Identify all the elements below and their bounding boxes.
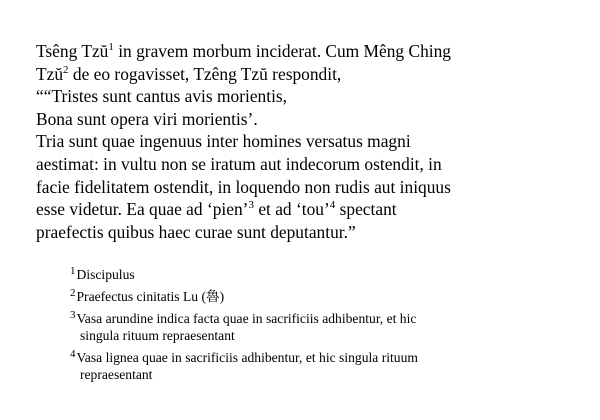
text-line-3: ““Tristes sunt cantus avis morientis,: [36, 86, 288, 107]
footnote-ref-3: 3: [248, 199, 254, 212]
text-line-2: [36, 63, 576, 86]
text-line-6: aestimat: in vultu non se iratum aut indecorum ostendit, in: [36, 153, 442, 174]
footnote-2: [70, 288, 580, 305]
footnote-4: [70, 349, 580, 383]
text-line-8: [36, 198, 576, 221]
footnote-continuation: singula rituum repraesentant: [80, 328, 235, 343]
footnote-number: 3: [70, 309, 76, 321]
text-segment: de eo rogavisset, Tzêng Tzŭ respondit,: [68, 63, 342, 84]
text-line-9: praefectis quibus haec curae sunt deputantur.”: [36, 221, 356, 242]
footnote-ref-2: 2: [63, 63, 69, 76]
text-segment: spectant: [335, 199, 397, 220]
text-segment: Tsêng Tzŭ: [36, 41, 109, 61]
text-line-1: [36, 40, 576, 63]
text-line-7: facie fidelitatem ostendit, in loquendo non rudis aut iniquus: [36, 176, 451, 197]
text-segment: in gravem morbum inciderat. Cum Mêng Ching: [113, 41, 451, 61]
footnote-text: Vasa arundine indica facta quae in sacrificiis adhibentur, et hic: [76, 311, 417, 326]
footnote-3: [70, 310, 580, 344]
text-segment: et ad ‘tou’: [253, 199, 330, 220]
text-segment: esse videtur. Ea quae ad ‘pien’: [36, 199, 249, 220]
text-line-5: Tria sunt quae ingenuus inter homines versatus magni: [36, 131, 411, 152]
footnote-number: 2: [70, 287, 76, 299]
footnote-ref-4: 4: [329, 199, 336, 212]
footnote-1: [70, 266, 580, 283]
footnote-text: Vasa lignea quae in sacrificiis adhibentur, et hic singula rituum: [76, 350, 418, 365]
footnote-text: Discipulus: [76, 267, 135, 282]
footnote-continuation: repraesentant: [80, 367, 153, 382]
footnote-number: 1: [70, 265, 76, 277]
text-segment: Tzŭ: [36, 63, 64, 84]
footnotes: [70, 266, 580, 388]
main-paragraph: [36, 40, 576, 243]
footnote-ref-1: 1: [108, 41, 114, 53]
footnote-text: Praefectus cinitatis Lu (魯): [76, 289, 225, 304]
text-line-4: Bona sunt opera viri morientis’.: [36, 108, 258, 129]
footnote-number: 4: [70, 348, 76, 360]
